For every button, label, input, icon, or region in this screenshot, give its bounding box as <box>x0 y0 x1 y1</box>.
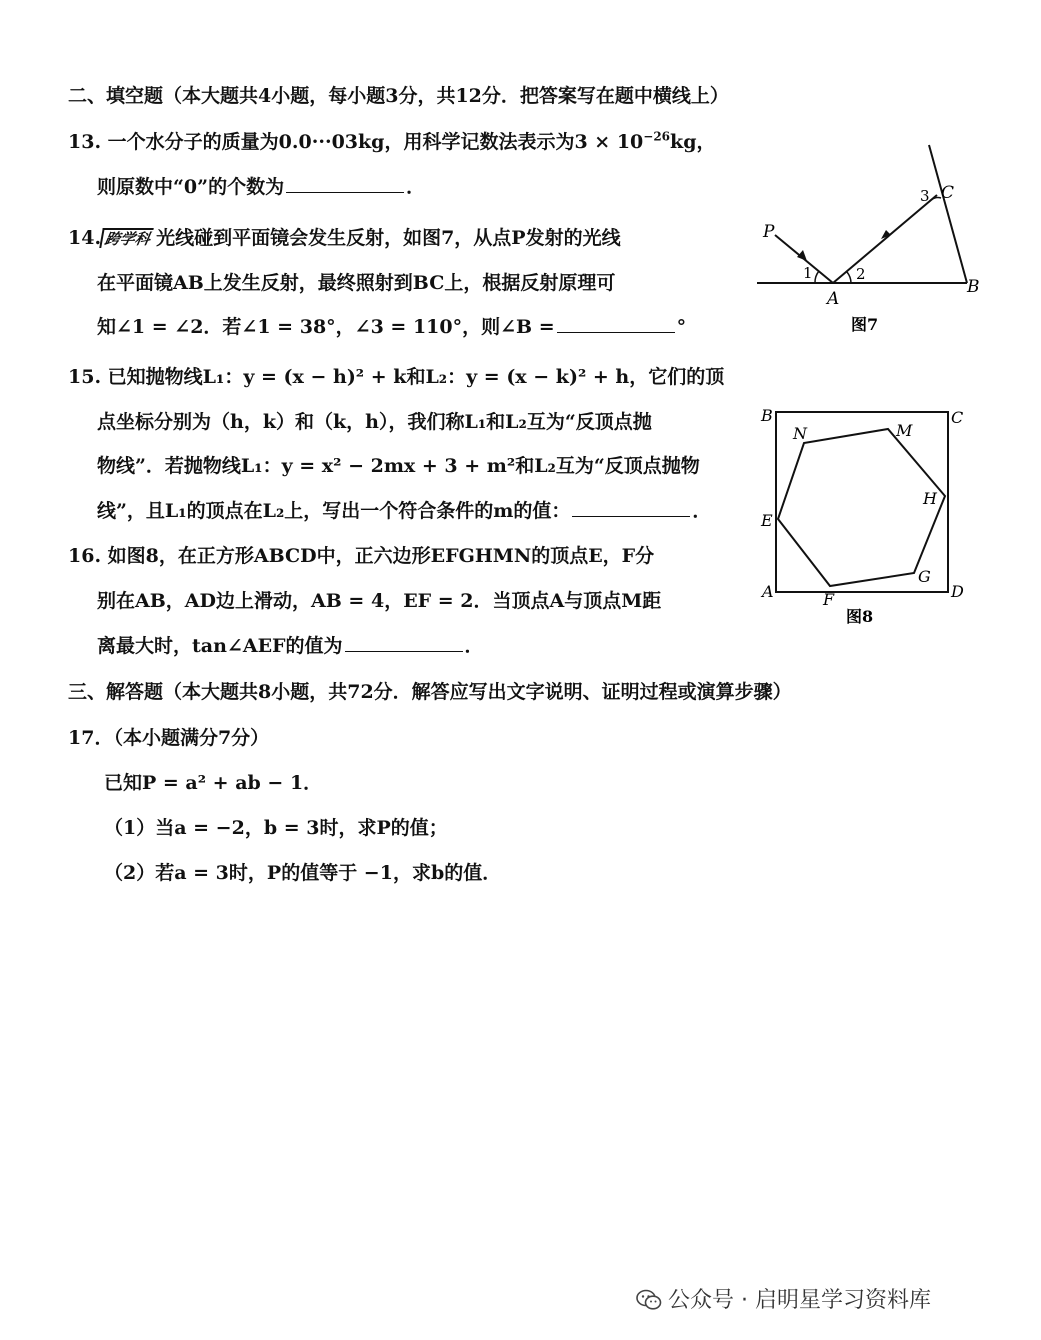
q14-text-3: 知∠1 = ∠2．若∠1 = 38°，∠3 = 110°，则∠B = <box>97 316 555 338</box>
hexagon-efghmn <box>778 429 945 586</box>
label-angle-1: 1 <box>803 264 813 282</box>
segment-bc <box>929 145 967 283</box>
q16-text-3: 离最大时，tan∠AEF的值为 <box>97 635 343 657</box>
label-e: E <box>761 511 773 530</box>
q16-line-3-end: ． <box>464 635 484 657</box>
watermark <box>636 1283 931 1313</box>
q14-line-2: 在平面镜AB上发生反射，最终照射到BC上，根据反射原理可 <box>97 272 616 294</box>
q15-line-2: 点坐标分别为（h，k）和（k，h），我们称L₁和L₂互为“反顶点抛 <box>97 411 652 433</box>
q13-line-2 <box>97 174 425 200</box>
q15-text-4: 线”，且L₁的顶点在L₂上，写出一个符合条件的m的值： <box>97 500 571 522</box>
label-d: D <box>951 582 964 601</box>
q17-given: 已知P = a² + ab − 1． <box>104 772 323 794</box>
q13-text-b: kg， <box>670 131 716 153</box>
q16-line-3 <box>97 633 484 659</box>
q13-line-1 <box>68 129 716 155</box>
label-a: A <box>827 289 840 309</box>
q15-line-1: 15. 已知抛物线L₁：y = (x − h)² + k和L₂：y = (x − k)² + h，它们的顶 <box>68 366 725 388</box>
q15-line-3: 物线”．若抛物线L₁：y = x² − 2mx + 3 + m²和L₂互为“反顶点抛物 <box>97 455 700 477</box>
label-a: A <box>762 582 774 601</box>
q14-degree: ° <box>676 316 687 338</box>
q17-heading: 17．（本小题满分7分） <box>68 727 270 749</box>
q16-line-1: 16. 如图8，在正方形ABCD中，正六边形EFGHMN的顶点E，F分 <box>68 545 655 567</box>
angle-1-arc <box>815 271 819 283</box>
angle-2-arc <box>847 272 851 283</box>
figure-7 <box>745 140 1005 340</box>
label-h: H <box>923 489 937 508</box>
watermark-text: 公众号 · 启明星学习资料库 <box>668 1288 931 1313</box>
q14-number: 14. <box>68 227 102 249</box>
label-f: F <box>823 590 835 609</box>
figure-7-caption: 图7 <box>851 315 879 334</box>
q13-answer-blank[interactable] <box>286 174 404 193</box>
wechat-icon <box>636 1289 662 1311</box>
label-m: M <box>896 421 913 440</box>
interdisciplinary-logo: 跨学科 <box>99 228 154 248</box>
label-b: B <box>761 406 773 425</box>
q14-line-3 <box>97 314 686 340</box>
q13-exponent: −26 <box>643 129 671 144</box>
q13-text-2: 则原数中“0”的个数为 <box>97 176 285 198</box>
q15-line-4-end: ． <box>692 500 712 522</box>
q15-line-4 <box>97 498 711 524</box>
label-n: N <box>793 424 807 443</box>
section-3-title: 三、解答题（本大题共8小题，共72分．解答应写出文字说明、证明过程或演算步骤） <box>68 681 792 703</box>
label-c: C <box>941 183 955 203</box>
q16-answer-blank[interactable] <box>345 633 463 652</box>
label-angle-3: 3 <box>920 187 930 205</box>
q17-part-1: （1）当a = −2，b = 3时，求P的值； <box>104 817 448 839</box>
label-p: P <box>763 222 775 242</box>
section-2-title: 二、填空题（本大题共4小题，每小题3分，共12分．把答案写在题中横线上） <box>68 85 729 107</box>
q14-line-1 <box>68 225 621 251</box>
q14-answer-blank[interactable] <box>557 314 675 333</box>
incident-arrow-icon <box>797 250 807 261</box>
q14-text-1: 光线碰到平面镜会发生反射，如图7，从点P发射的光线 <box>156 227 621 249</box>
figure-8 <box>750 400 980 632</box>
reflected-ray <box>833 195 937 283</box>
label-angle-2: 2 <box>856 265 866 283</box>
label-b: B <box>967 277 980 297</box>
q17-part-2: （2）若a = 3时，P的值等于 −1，求b的值． <box>104 862 502 884</box>
figure-8-caption: 图8 <box>846 607 874 626</box>
q15-answer-blank[interactable] <box>572 498 690 517</box>
label-c: C <box>951 408 964 427</box>
q13-line-2-end: ． <box>406 176 426 198</box>
q13-text-a: 13. 一个水分子的质量为0.0···03kg，用科学记数法表示为3 × 10 <box>68 131 644 153</box>
q16-line-2: 别在AB，AD边上滑动，AB = 4，EF = 2．当顶点A与顶点M距 <box>97 590 662 612</box>
label-g: G <box>918 567 931 586</box>
